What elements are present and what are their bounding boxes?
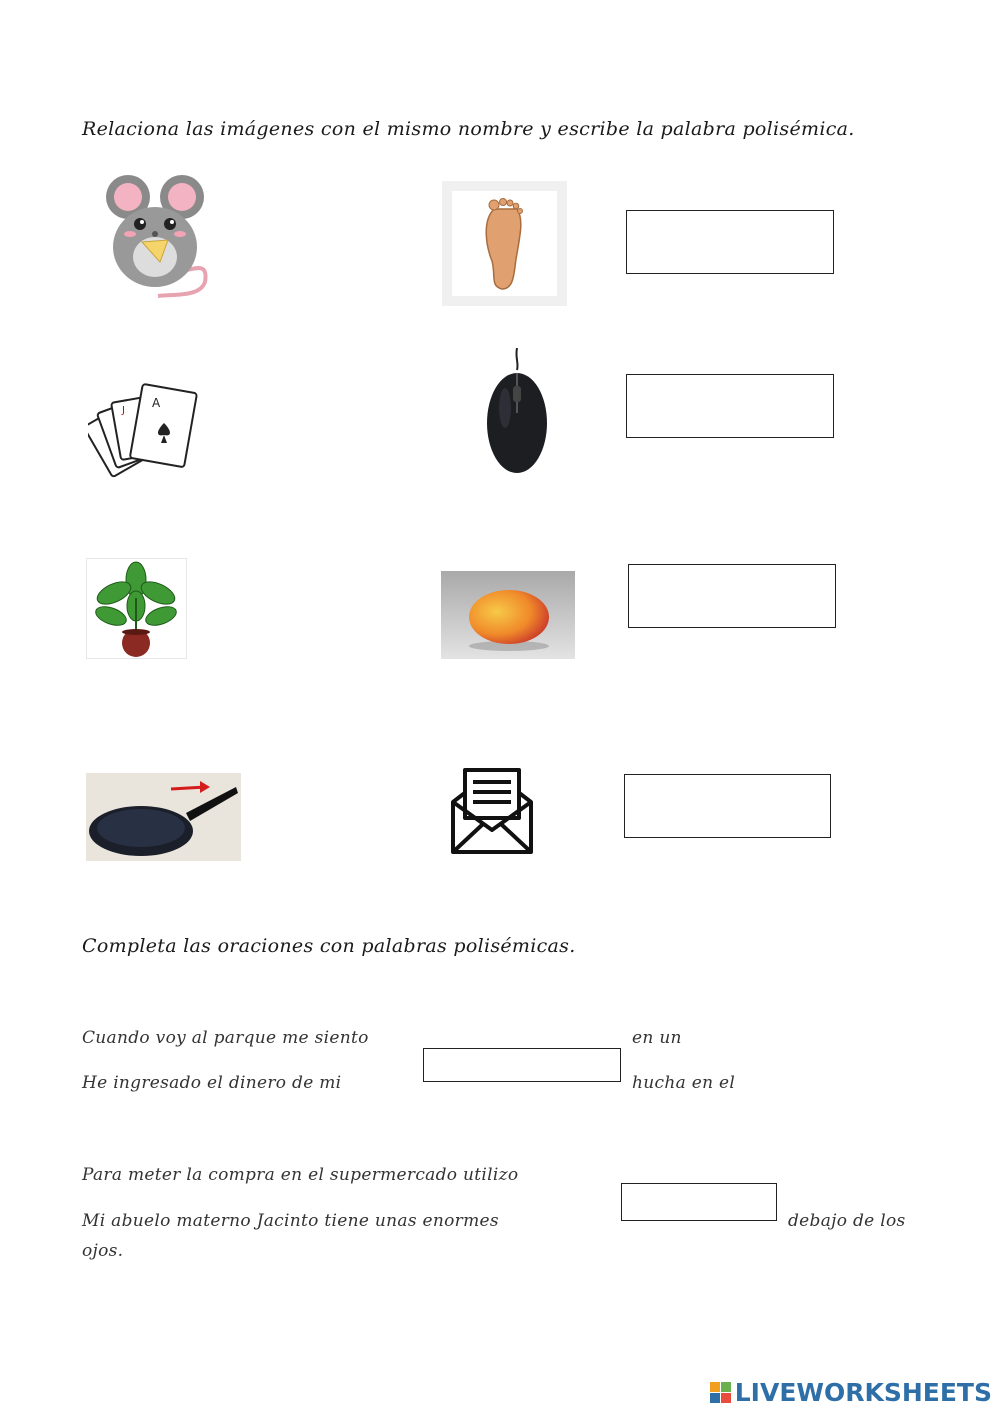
sentence-1-end: en un: [632, 1028, 682, 1048]
playing-cards-icon[interactable]: [88, 383, 198, 483]
sentence-2-start: He ingresado el dinero de mi: [82, 1073, 342, 1093]
fill-box-1[interactable]: [423, 1048, 621, 1082]
mango-icon[interactable]: [441, 571, 575, 659]
sentence-2-end: hucha en el: [632, 1073, 736, 1093]
svg-text:A: A: [152, 396, 161, 410]
frying-pan-icon[interactable]: [86, 773, 241, 861]
brand-mark-icon: [710, 1382, 731, 1403]
complete-instruction: Completa las oraciones con palabras polisémicas.: [82, 935, 576, 957]
computer-mouse-icon[interactable]: [485, 348, 550, 474]
potted-plant-icon[interactable]: [86, 558, 187, 659]
sentence-4-start: Mi abuelo materno Jacinto tiene unas enormes: [82, 1211, 499, 1231]
foot-icon[interactable]: [442, 181, 567, 306]
answer-box-2[interactable]: [626, 374, 834, 438]
envelope-letter-icon[interactable]: [449, 766, 535, 856]
svg-text:J: J: [122, 405, 125, 416]
match-instruction: Relaciona las imágenes con el mismo nombre y escribe la palabra polisémica.: [82, 118, 855, 140]
sentence-4-tail: ojos.: [82, 1241, 124, 1261]
brand-name: LIVEWORKSHEETS: [734, 1378, 992, 1407]
answer-box-4[interactable]: [624, 774, 831, 838]
sentence-3: Para meter la compra en el supermercado utilizo: [82, 1165, 519, 1185]
liveworksheets-logo: [710, 1378, 992, 1407]
answer-box-3[interactable]: [628, 564, 836, 628]
sentence-4-end: debajo de los: [788, 1211, 906, 1231]
fill-box-2[interactable]: [621, 1183, 777, 1221]
answer-box-1[interactable]: [626, 210, 834, 274]
sentence-1-start: Cuando voy al parque me siento: [82, 1028, 369, 1048]
mouse-animal-icon[interactable]: [100, 172, 215, 302]
